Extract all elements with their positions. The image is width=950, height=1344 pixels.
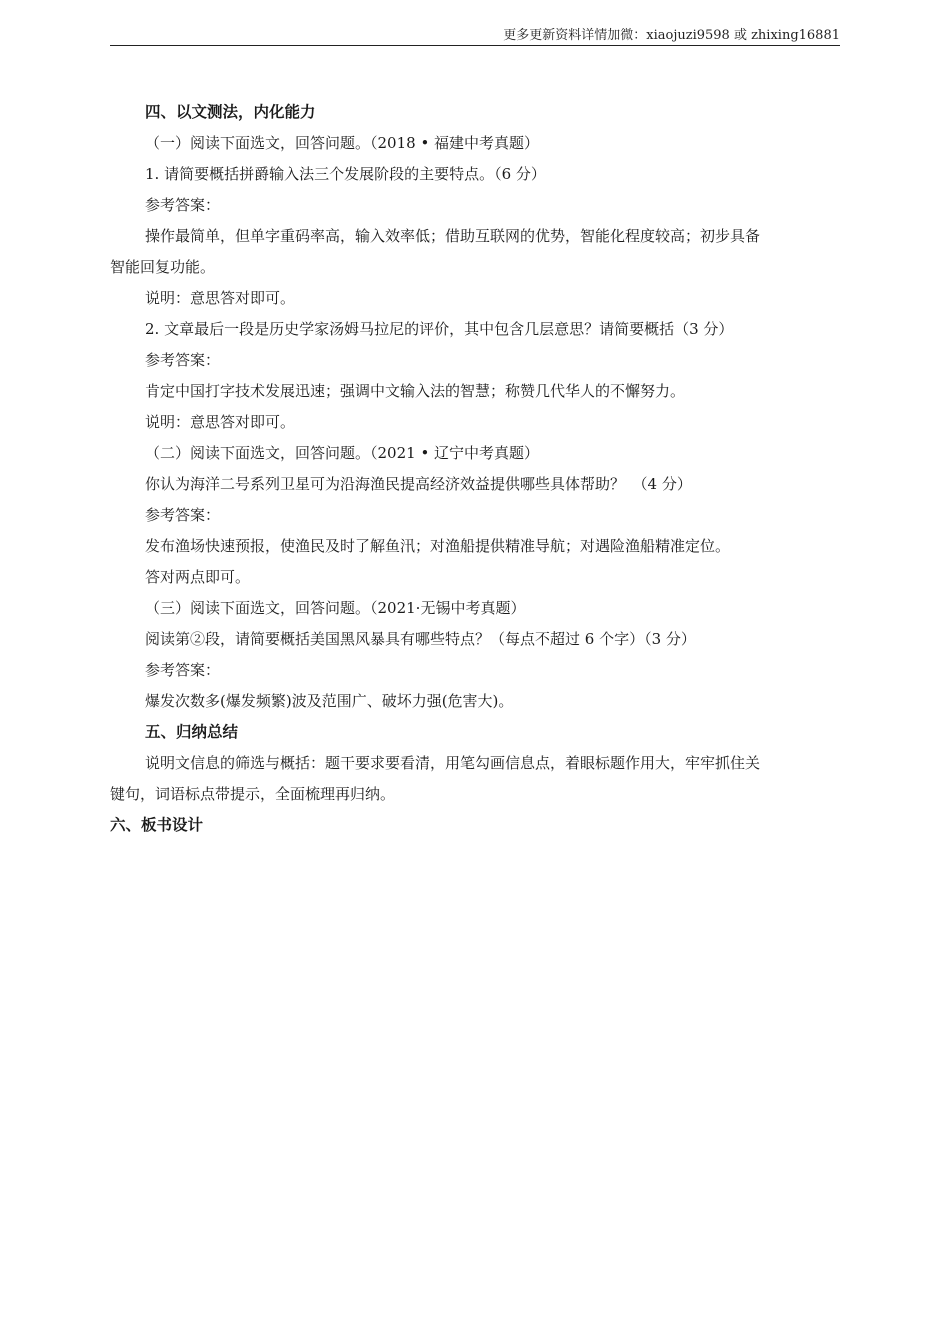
header-contact-text: 更多更新资料详情加微：xiaojuzi9598 或 zhixing16881 (503, 28, 840, 43)
summary-text: 说明文信息的筛选与概括：题干要求要看清，用笔勾画信息点，着眼标题作用大，牢牢抓住关 (145, 754, 761, 772)
passage-1-intro: （一）阅读下面选文，回答问题。（2018 • 福建中考真题） (145, 134, 540, 152)
answer-1-text-cont: 智能回复功能。 (110, 258, 216, 276)
section-heading-4: 四、以文测法，内化能力 (145, 103, 316, 121)
answer-3-text: 发布渔场快速预报，使渔民及时了解鱼汛；对渔船提供精准导航；对遇险渔船精准定位。 (145, 537, 731, 555)
page-header (110, 26, 840, 46)
passage-3-intro: （三）阅读下面选文，回答问题。（2021·无锡中考真题） (145, 599, 526, 617)
section-heading-5: 五、归纳总结 (145, 723, 239, 741)
answer-label: 参考答案： (145, 196, 221, 214)
answer-label: 参考答案： (145, 506, 221, 524)
answer-1-note: 说明：意思答对即可。 (145, 289, 296, 307)
answer-2-note: 说明：意思答对即可。 (145, 413, 296, 431)
answer-3-note: 答对两点即可。 (145, 568, 251, 586)
question-2: 2. 文章最后一段是历史学家汤姆马拉尼的评价，其中包含几层意思？请简要概括（3 分） (145, 320, 734, 338)
summary-text-cont: 键句，词语标点带提示，全面梳理再归纳。 (110, 785, 396, 803)
section-heading-6: 六、板书设计 (110, 816, 204, 834)
answer-label: 参考答案： (145, 351, 221, 369)
answer-label: 参考答案： (145, 661, 221, 679)
answer-1-text: 操作最简单，但单字重码率高，输入效率低；借助互联网的优势，智能化程度较高；初步具备 (145, 227, 761, 245)
question-1: 1. 请简要概括拼爵输入法三个发展阶段的主要特点。（6 分） (145, 165, 546, 183)
question-4: 阅读第②段，请简要概括美国黑风暴具有哪些特点？（每点不超过 6 个字）（3 分） (145, 630, 696, 648)
answer-2-text: 肯定中国打字技术发展迅速；强调中文输入法的智慧；称赞几代华人的不懈努力。 (145, 382, 686, 400)
question-3: 你认为海洋二号系列卫星可为沿海渔民提高经济效益提供哪些具体帮助？ （4 分） (145, 475, 692, 493)
answer-4-text: 爆发次数多(爆发频繁)波及范围广、破坏力强(危害大)。 (145, 692, 514, 710)
passage-2-intro: （二）阅读下面选文，回答问题。（2021 • 辽宁中考真题） (145, 444, 540, 462)
